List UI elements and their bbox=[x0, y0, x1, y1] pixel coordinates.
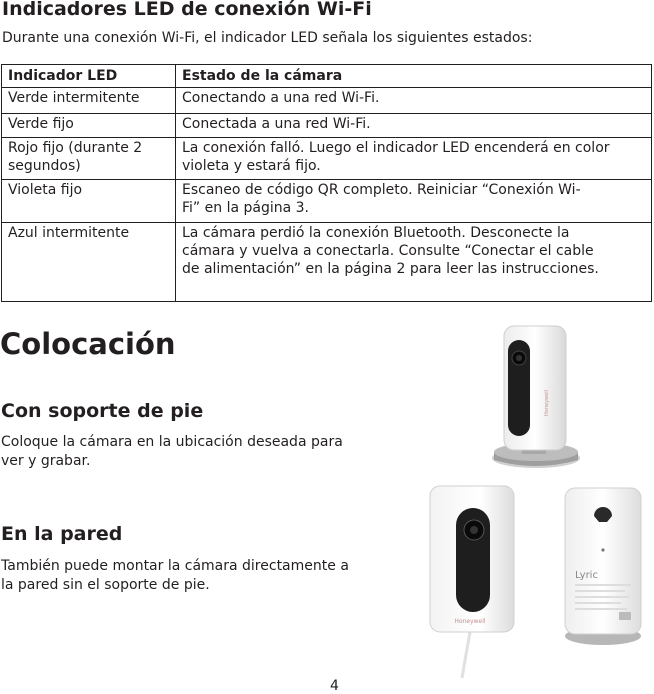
table-row bbox=[2, 114, 652, 138]
status-cell: La conexión falló. Luego el indicador LED encenderá en color violeta y estará fijo. bbox=[176, 138, 652, 180]
camera-on-stand-illustration bbox=[486, 320, 586, 472]
led-status-table bbox=[1, 64, 652, 302]
table-row bbox=[2, 88, 652, 114]
front-brand-text: Honeywell bbox=[454, 618, 486, 625]
camera-front-illustration bbox=[426, 484, 518, 678]
wall-title: En la pared bbox=[1, 523, 123, 545]
led-cell: Verde fijo bbox=[2, 114, 176, 138]
stand-title: Con soporte de pie bbox=[1, 400, 204, 422]
camera-back-illustration bbox=[561, 486, 645, 648]
table-row bbox=[2, 180, 652, 223]
led-cell: Verde intermitente bbox=[2, 88, 176, 114]
table-header-row bbox=[2, 65, 652, 88]
status-cell: Conectando a una red Wi-Fi. bbox=[176, 88, 652, 114]
intro-text: Durante una conexión Wi-Fi, el indicador LED señala los siguientes estados: bbox=[2, 30, 533, 46]
back-label-brand-text: Lyric bbox=[575, 570, 598, 581]
column-header-led: Indicador LED bbox=[2, 65, 176, 88]
table-row bbox=[2, 223, 652, 302]
status-cell: Escaneo de código QR completo. Reiniciar “Conexión Wi-Fi” en la página 3. bbox=[176, 180, 652, 223]
led-cell: Azul intermitente bbox=[2, 223, 176, 302]
table-row bbox=[2, 138, 652, 180]
led-cell: Rojo fijo (durante 2 segundos) bbox=[2, 138, 176, 180]
status-cell: La cámara perdió la conexión Bluetooth. Desconecte la cámara y vuelva a conectarla. Consulte “Conectar el cable de alimentación” en la página 2 para leer las instrucciones. bbox=[176, 223, 652, 302]
wall-text: También puede montar la cámara directamente a la pared sin el soporte de pie. bbox=[1, 558, 349, 593]
section-heading-led: Indicadores LED de conexión Wi-Fi bbox=[2, 0, 372, 20]
placement-title: Colocación bbox=[0, 327, 176, 361]
stand-brand-text: Honeywell bbox=[544, 390, 550, 416]
led-cell: Violeta fijo bbox=[2, 180, 176, 223]
page-number: 4 bbox=[330, 678, 339, 694]
column-header-status: Estado de la cámara bbox=[176, 65, 652, 88]
stand-text: Coloque la cámara en la ubicación deseada para ver y grabar. bbox=[1, 434, 343, 469]
status-cell: Conectada a una red Wi-Fi. bbox=[176, 114, 652, 138]
